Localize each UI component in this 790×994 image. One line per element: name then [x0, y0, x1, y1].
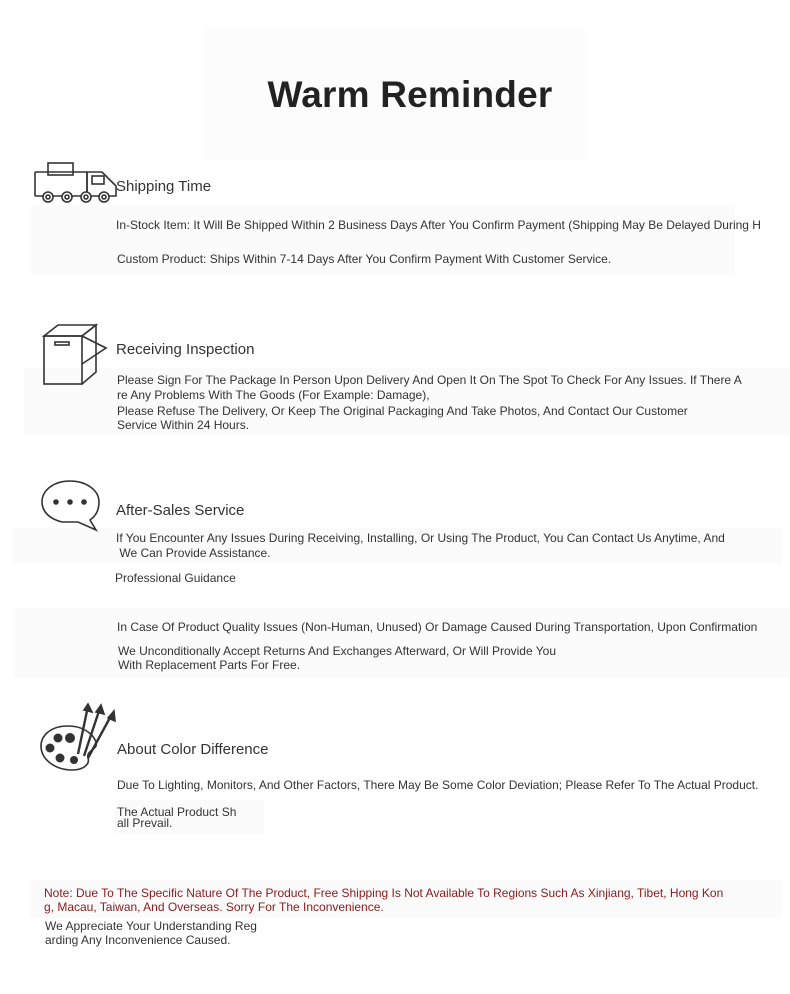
section-heading-shipping: Shipping Time	[116, 178, 212, 195]
palette-icon	[38, 702, 118, 774]
after-sales-line-2: We Can Provide Assistance.	[116, 546, 271, 560]
closing-line-1: We Appreciate Your Understanding Reg	[45, 919, 257, 933]
color-line-2: The Actual Product Sh	[117, 805, 237, 819]
note-line-2: g, Macau, Taiwan, And Overseas. Sorry For The Inconvenience.	[44, 900, 384, 914]
professional-guidance-label: Professional Guidance	[115, 571, 236, 585]
page-title: Warm Reminder	[267, 74, 553, 115]
shipping-line-1: In-Stock Item: It Will Be Shipped Within 2 Business Days After You Confirm Payment (Shipping May Be Delayed During H	[116, 218, 761, 232]
after-sales-line-3: In Case Of Product Quality Issues (Non-Human, Unused) Or Damage Caused During Transportation, Upon Confirmation	[117, 620, 758, 634]
receiving-line-2: re Any Problems With The Goods (For Example: Damage),	[117, 388, 430, 402]
section-heading-after-sales: After-Sales Service	[116, 502, 245, 519]
box-icon	[40, 322, 112, 388]
after-sales-line-1: If You Encounter Any Issues During Receiving, Installing, Or Using The Product, You Can Contact Us Anytime, And	[116, 531, 725, 545]
after-sales-line-5: With Replacement Parts For Free.	[118, 658, 301, 672]
truck-icon	[34, 160, 120, 208]
section-heading-color: About Color Difference	[117, 741, 269, 758]
receiving-line-3: Please Refuse The Delivery, Or Keep The Original Packaging And Take Photos, And Contact Our Customer	[117, 404, 688, 418]
closing-line-2: arding Any Inconvenience Caused.	[45, 933, 231, 947]
shipping-line-2: Custom Product: Ships Within 7-14 Days After You Confirm Payment With Customer Service.	[117, 252, 612, 266]
color-line-3: all Prevail.	[117, 816, 173, 830]
section-heading-receiving: Receiving Inspection	[116, 341, 255, 358]
color-line-1: Due To Lighting, Monitors, And Other Factors, There May Be Some Color Deviation; Please Refer To The Actual Product.	[117, 778, 759, 792]
receiving-line-4: Service Within 24 Hours.	[117, 418, 250, 432]
note-line-1: Note: Due To The Specific Nature Of The Product, Free Shipping Is Not Available To Regions Such As Xinjiang, Tibet, Hong Kon	[44, 886, 724, 900]
receiving-line-1: Please Sign For The Package In Person Upon Delivery And Open It On The Spot To Check For Any Issues. If There A	[117, 373, 742, 387]
after-sales-line-4: We Unconditionally Accept Returns And Exchanges Afterward, Or Will Provide You	[118, 644, 557, 658]
chat-bubble-icon	[38, 478, 102, 534]
